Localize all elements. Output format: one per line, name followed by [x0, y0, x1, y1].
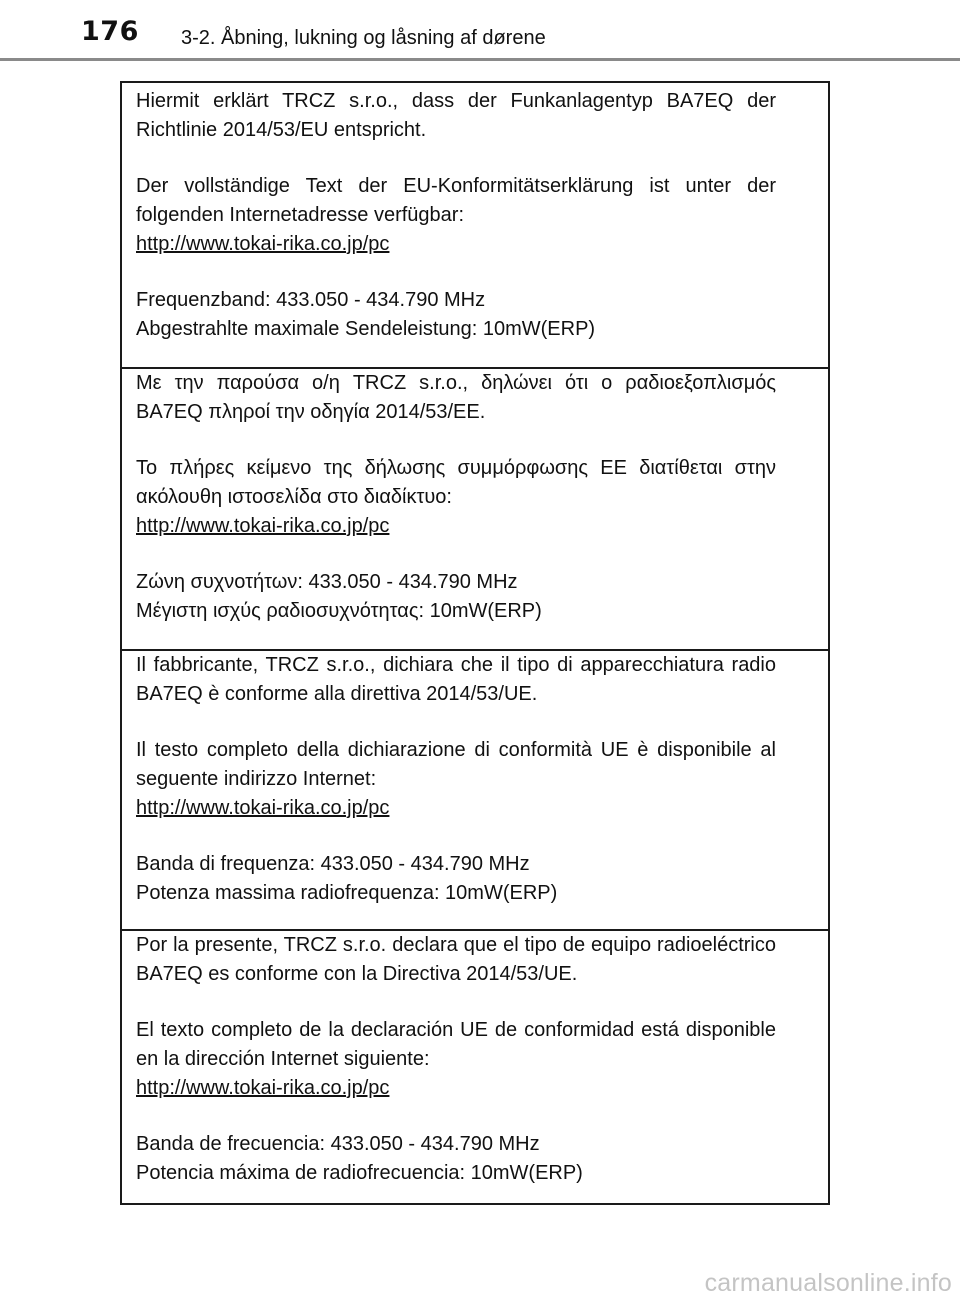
header-rule: [0, 58, 960, 61]
availability-text: Il testo completo della dichiarazione di conformità UE è disponibile al seguente indirizzo Internet:: [136, 739, 776, 790]
max-power: Potencia máxima de radiofrecuencia: 10mW(ERP): [136, 1162, 583, 1184]
frequency-band: Banda di frequenza: 433.050 - 434.790 MHz: [136, 853, 530, 875]
availability-text: Der vollständige Text der EU-Konformitätserklärung ist unter der folgenden Internetadresse verfügbar:: [136, 175, 776, 226]
notice-block-italian: [122, 649, 828, 929]
regulatory-notice-table: [120, 81, 830, 1205]
availability-text: Το πλήρες κείμενο της δήλωσης συμμόρφωσης ΕΕ διατίθεται στην ακόλουθη ιστοσελίδα στο διαδίκτυο:: [136, 457, 776, 508]
conformity-statement: Il fabbricante, TRCZ s.r.o., dichiara che il tipo di apparecchiatura radio BA7EQ è conforme alla direttiva 2014/53/UE.: [136, 654, 776, 705]
frequency-band: Banda de frecuencia: 433.050 - 434.790 MHz: [136, 1133, 540, 1155]
notice-block-greek: [122, 367, 828, 649]
max-power: Μέγιστη ισχύς ραδιοσυχνότητας: 10mW(ERP): [136, 600, 542, 622]
conformity-statement: Με την παρούσα ο/η TRCZ s.r.o., δηλώνει ότι ο ραδιοεξοπλισμός BA7EQ πληροί την οδηγία 2014/53/ΕΕ.: [136, 372, 776, 423]
max-power: Abgestrahlte maximale Sendeleistung: 10mW(ERP): [136, 318, 596, 340]
notice-block-spanish: [122, 929, 828, 1203]
max-power: Potenza massima radiofrequenza: 10mW(ERP): [136, 882, 558, 904]
page-number: 176: [81, 16, 139, 47]
declaration-link[interactable]: http://www.tokai-rika.co.jp/pc: [136, 515, 390, 537]
frequency-band: Frequenzband: 433.050 - 434.790 MHz: [136, 289, 486, 311]
declaration-link[interactable]: http://www.tokai-rika.co.jp/pc: [136, 233, 390, 255]
conformity-statement: Por la presente, TRCZ s.r.o. declara que el tipo de equipo radioeléctrico BA7EQ es conforme con la Directiva 2014/53/UE.: [136, 934, 776, 985]
page-header: [0, 0, 960, 62]
declaration-link[interactable]: http://www.tokai-rika.co.jp/pc: [136, 797, 390, 819]
section-title: 3-2. Åbning, lukning og låsning af dørene: [181, 27, 546, 49]
conformity-statement: Hiermit erklärt TRCZ s.r.o., dass der Funkanlagentyp BA7EQ der Richtlinie 2014/53/EU entspricht.: [136, 90, 776, 141]
availability-text: El texto completo de la declaración UE de conformidad está disponible en la dirección Internet siguiente:: [136, 1019, 776, 1070]
frequency-band: Ζώνη συχνοτήτων: 433.050 - 434.790 MHz: [136, 571, 518, 593]
site-watermark: carmanualsonline.info: [704, 1269, 952, 1297]
declaration-link[interactable]: http://www.tokai-rika.co.jp/pc: [136, 1077, 390, 1099]
notice-block-german: [122, 87, 828, 344]
